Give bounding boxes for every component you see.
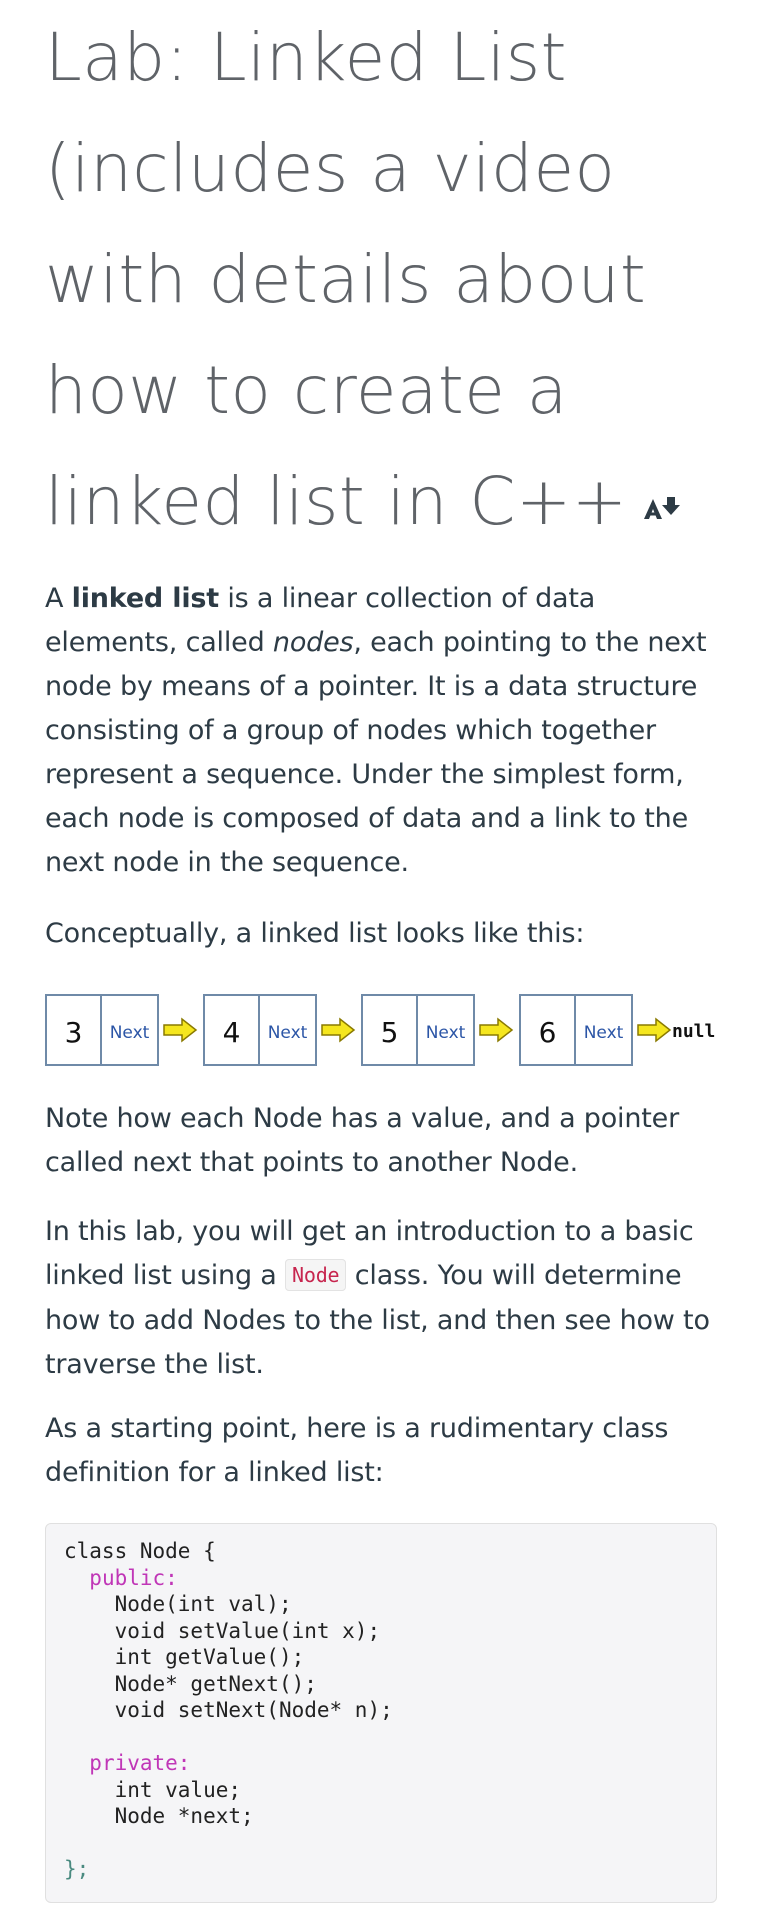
null-terminal: null bbox=[672, 1021, 716, 1042]
intro-text: is a linear collection of data elements, called bbox=[45, 583, 596, 658]
code-line: int value; bbox=[114, 1777, 242, 1802]
start-paragraph: As a starting point, here is a rudimentary class definition for a linked list: bbox=[45, 1413, 669, 1488]
node-value: 4 bbox=[222, 1016, 241, 1049]
title-line: with details about bbox=[45, 241, 647, 318]
list-node bbox=[362, 995, 512, 1065]
pointer-arrow bbox=[638, 1019, 670, 1041]
code-class-decl: class Node { bbox=[64, 1539, 216, 1563]
title-line: how to create a bbox=[45, 352, 568, 429]
code-block bbox=[45, 1523, 717, 1903]
node-value: 3 bbox=[64, 1016, 83, 1049]
term-linked-list: linked list bbox=[71, 583, 219, 614]
list-node bbox=[204, 995, 354, 1065]
code-closing: }; bbox=[64, 1857, 90, 1881]
intro-paragraph bbox=[45, 577, 717, 885]
page bbox=[45, 0, 717, 1881]
lab-text: In this lab, you will get an introduction to a basic linked list using a bbox=[45, 1216, 694, 1291]
pointer-arrow bbox=[322, 1019, 354, 1041]
code-public-keyword: public: bbox=[89, 1565, 178, 1590]
accessibility-download-icon[interactable] bbox=[642, 445, 682, 556]
code-line: Node *next; bbox=[114, 1804, 254, 1828]
node-value: 5 bbox=[380, 1016, 399, 1049]
code-line: Node(int val); bbox=[114, 1592, 292, 1616]
node-next-label: Next bbox=[425, 1023, 466, 1043]
node-next-label: Next bbox=[583, 1023, 624, 1043]
pointer-arrow bbox=[164, 1019, 196, 1041]
lab-paragraph bbox=[45, 1210, 717, 1387]
code-line: Node* getNext(); bbox=[114, 1671, 317, 1696]
note-paragraph: Note how each Node has a value, and a pointer called next that points to another Node. bbox=[45, 1103, 679, 1178]
concept-paragraph: Conceptually, a linked list looks like this: bbox=[45, 918, 585, 949]
list-node bbox=[520, 995, 670, 1065]
lab-text: class. You will determine how to add Nodes to the list, and then see how to traverse the list. bbox=[45, 1260, 710, 1380]
inline-code-node: Node bbox=[285, 1259, 346, 1291]
code-line: void setValue(int x); bbox=[114, 1618, 381, 1643]
page-title bbox=[45, 0, 717, 562]
title-line-text: linked list in C++ bbox=[45, 463, 628, 540]
code-line bbox=[64, 1539, 216, 1563]
title-line: (includes a video bbox=[45, 130, 616, 207]
code-line: int getValue(); bbox=[114, 1645, 305, 1669]
node-next-label: Next bbox=[267, 1023, 308, 1043]
intro-text: , each pointing to the next node by means of a pointer. It is a data structure consisting of a group of nodes which together represent a sequence. Under the simplest form, each node is composed of data and a link to the next node in the sequence. bbox=[45, 627, 707, 878]
code-line: void setNext(Node* n); bbox=[114, 1698, 393, 1722]
intro-text: A bbox=[45, 583, 72, 614]
title-line: Lab: Linked List bbox=[45, 19, 567, 96]
title-line-last bbox=[45, 446, 717, 562]
node-value: 6 bbox=[538, 1016, 557, 1049]
pointer-arrow bbox=[480, 1019, 512, 1041]
term-nodes: nodes bbox=[272, 627, 354, 658]
code-private-keyword: private: bbox=[89, 1751, 191, 1775]
list-node bbox=[46, 995, 196, 1065]
node-next-label: Next bbox=[109, 1023, 150, 1043]
linked-list-diagram bbox=[45, 990, 725, 1070]
